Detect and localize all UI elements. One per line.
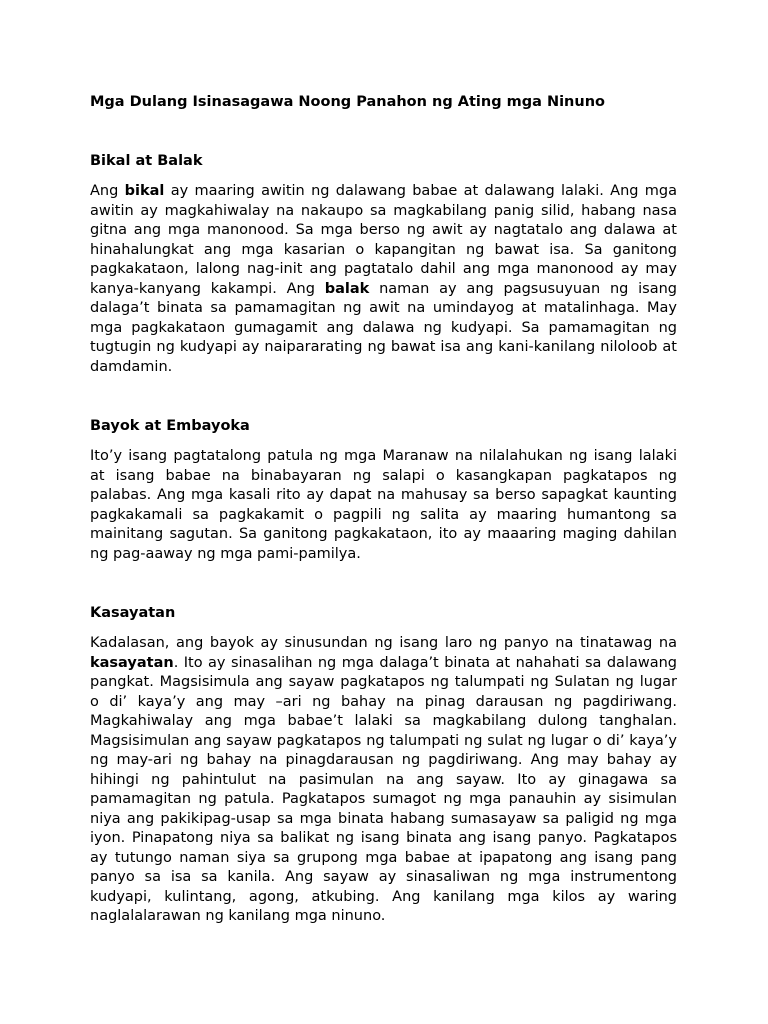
paragraph-bayok-at-embayoka: Ito’y isang pagtatalong patula ng mga Maranaw na nilalahukan ng isang lalaki at isang babae na binabayaran ng salapi o kasangkapan pagkatapos ng palabas. Ang mga kasali rito ay dapat na mahusay sa berso sapagkat kaunting pagkakamali sa pagkakamit o pagpili ng salita ay maaring humantong sa mainitang sagutan. Sa ganitong pagkakataon, ito ay maaaring maging dahilan ng pag-aaway ng mga pami-pamilya.	[90, 448, 677, 562]
section-heading-kasayatan: Kasayatan	[90, 605, 176, 621]
document-title: Mga Dulang Isinasagawa Noong Panahon ng Ating mga Ninuno	[90, 94, 605, 110]
section-heading-bayok-at-embayoka: Bayok at Embayoka	[90, 418, 250, 434]
bold-term-kasayatan: kasayatan	[90, 654, 174, 671]
paragraph-text: Kadalasan, ang bayok ay sinusundan ng isang laro ng panyo na tinatawag na	[90, 635, 677, 651]
section-heading-bikal-at-balak: Bikal at Balak	[90, 153, 203, 169]
bold-term-balak: balak	[324, 280, 370, 297]
paragraph-text: ay maaring awitin ng dalawang babae at dalawang lalaki. Ang mga awitin ay magkahiwalay na nakaupo sa magkabilang panig silid, habang nasa gitna ang mga manonood. Sa mga berso ng awit ay nagtatalo ang dalawa at hinahalungkat ang mga kasarian o kapangitan ng bawat isa. Sa ganitong pagkakataon, lalong nag-init ang pagtatalo dahil ang mga manonood ay may kanya-kanyang kakampi. Ang	[90, 183, 677, 297]
paragraph-text: . Ito ay sinasalihan ng mga dalaga’t binata at nahahati sa dalawang pangkat. Magsisimula ang sayaw pagkatapos ng talumpati ng Sulatan ng lugar o di’ kaya’y ang may –ari ng bahay na pinag darausan ng pagdiriwang. Magkahiwalay ang mga babae’t lalaki sa magkabilang dulong tanghalan. Magsisimulan ang sayaw pagkatapos ng talumpati ng sulat ng lugar o di’ kaya’y ng may-ari ng bahay na pinagdarausan ng pagdiriwang. Ang may bahay ay hihingi ng pahintulut na pasimulan na ang sayaw. Ito ay ginagawa sa pamamagitan ng patula. Pagkatapos sumagot ng mga panauhin ay sisimulan niya ang pakikipag-usap sa mga binata habang sumasayaw sa paligid ng mga iyon. Pinapatong niya sa balikat ng isang binata ang isang panyo. Pagkatapos ay tutungo naman siya sa grupong mga babae at ipapatong ang isang pang panyo sa isa sa kanila. Ang sayaw ay sinasaliwan ng mga instrumentong kudyapi, kulintang, agong, atkubing. Ang kanilang mga kilos ay waring naglalalarawan ng kanilang mga ninuno.	[90, 654, 677, 924]
paragraph-kasayatan	[90, 634, 677, 927]
paragraph-text: naman ay ang pagsusuyuan ng isang dalaga’t binata sa pamamagitan ng awit na umindayog at matalinhaga. May mga pagkakataon gumagamit ang dalawa ng kudyapi. Sa pamamagitan ng tugtugin ng kudyapi ay naipararating ng bawat isa ang kani-kanilang niloloob at damdamin.	[90, 280, 677, 375]
paragraph-text: Ang	[90, 183, 125, 199]
paragraph-bikal-at-balak	[90, 182, 677, 377]
document-page	[90, 93, 677, 927]
bold-term-bikal: bikal	[124, 183, 165, 199]
